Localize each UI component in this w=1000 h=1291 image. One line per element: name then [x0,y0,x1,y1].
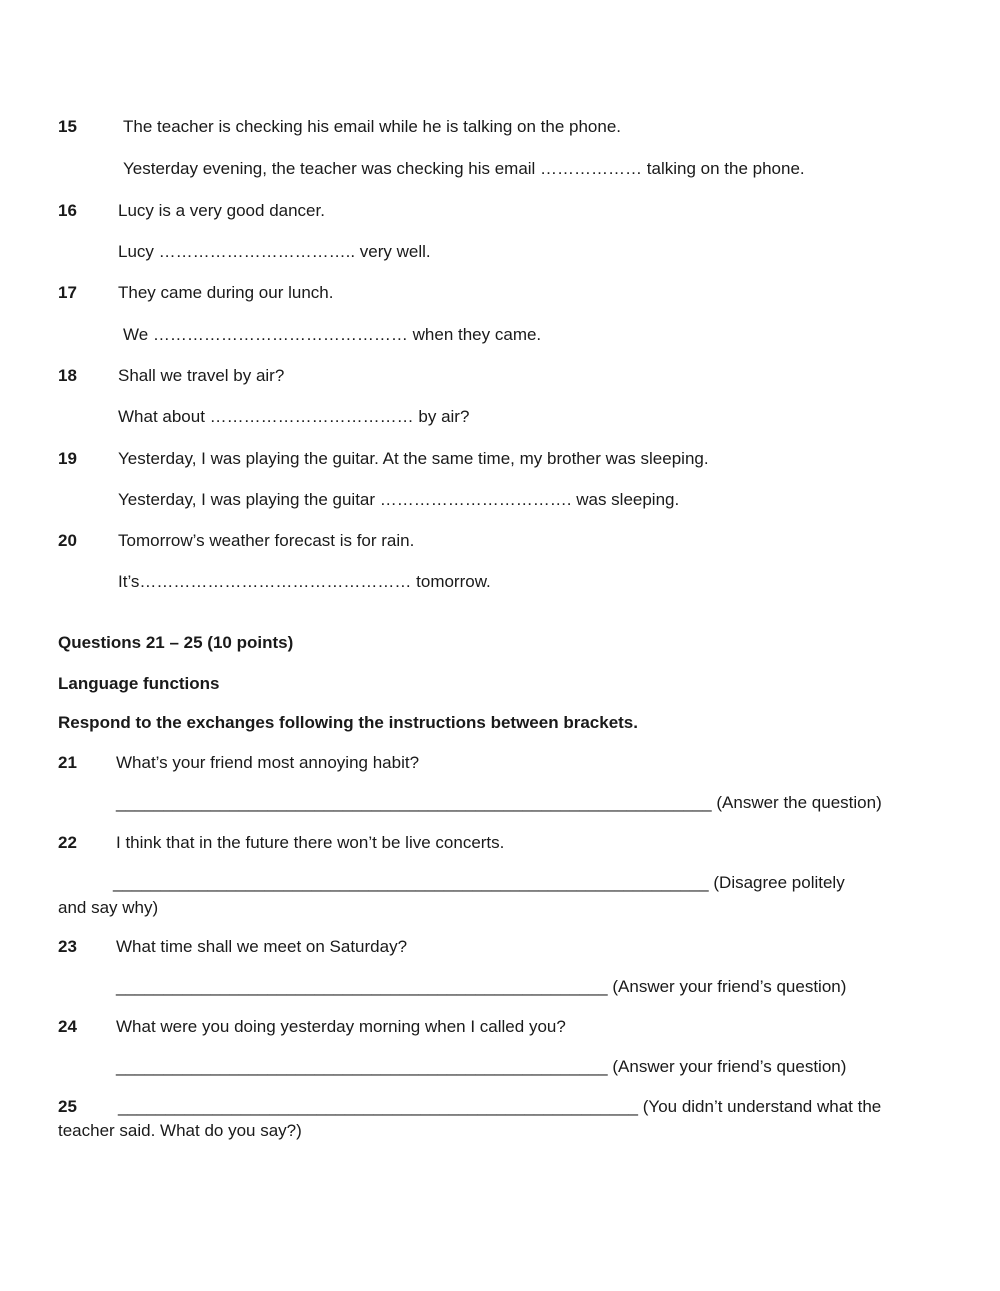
item-prompt: Shall we travel by air? [118,366,285,385]
question-number: 22 [58,833,77,852]
item-rewrite: It’s………………………………………… tomorrow. [118,572,491,591]
answer-hint-continued: teacher said. What do you say?) [58,1121,302,1140]
answer-blank: _______________________________________________________ [118,1097,639,1116]
item-number: 20 [58,531,77,550]
answer-hint: (Answer your friend’s question) [612,977,847,996]
question-number: 25 [58,1097,77,1116]
question-prompt: What’s your friend most annoying habit? [116,753,420,772]
answer-blank: ____________________________________________________ [116,977,608,996]
question-prompt: I think that in the future there won’t be live concerts. [116,833,505,852]
answer-line[interactable] [116,1057,846,1077]
answer-hint: (Answer your friend’s question) [612,1057,847,1076]
question-number: 21 [58,753,77,772]
answer-hint-continued: and say why) [58,898,159,917]
item-prompt: They came during our lunch. [118,283,334,302]
answer-hint: (You didn’t understand what the [642,1097,882,1116]
answer-blank: ____________________________________________________ [116,1057,608,1076]
question-prompt: What were you doing yesterday morning when I called you? [116,1017,566,1036]
section-subheading: Language functions [58,674,220,693]
answer-line[interactable] [113,873,845,893]
item-number: 15 [58,117,77,136]
item-number: 16 [58,201,77,220]
item-rewrite: Yesterday, I was playing the guitar ……………………………. was sleeping. [118,490,680,509]
item-number: 18 [58,366,77,385]
answer-blank: _______________________________________________________________ [113,873,709,892]
question-prompt: What time shall we meet on Saturday? [116,937,408,956]
answer-hint: (Disagree politely [713,873,845,892]
answer-blank: _______________________________________________________________ [116,793,712,812]
item-prompt: Lucy is a very good dancer. [118,201,325,220]
item-rewrite: We ……………………………………… when they came. [123,325,542,344]
item-rewrite: What about ……………………………… by air? [118,407,470,426]
answer-line[interactable] [116,793,882,813]
item-number: 17 [58,283,77,302]
answer-hint: (Answer the question) [716,793,882,812]
answer-line[interactable] [116,977,846,997]
section-instructions: Respond to the exchanges following the instructions between brackets. [58,713,638,732]
item-rewrite: Lucy …………………………….. very well. [118,242,431,261]
item-rewrite: Yesterday evening, the teacher was checking his email ……………… talking on the phone. [123,159,805,178]
item-number: 19 [58,449,77,468]
question-number: 24 [58,1017,77,1036]
question-number: 23 [58,937,77,956]
item-prompt: Yesterday, I was playing the guitar. At the same time, my brother was sleeping. [118,449,709,468]
answer-line[interactable] [118,1097,881,1117]
item-prompt: Tomorrow’s weather forecast is for rain. [118,531,415,550]
section-heading: Questions 21 – 25 (10 points) [58,633,294,652]
item-prompt: The teacher is checking his email while he is talking on the phone. [123,117,622,136]
